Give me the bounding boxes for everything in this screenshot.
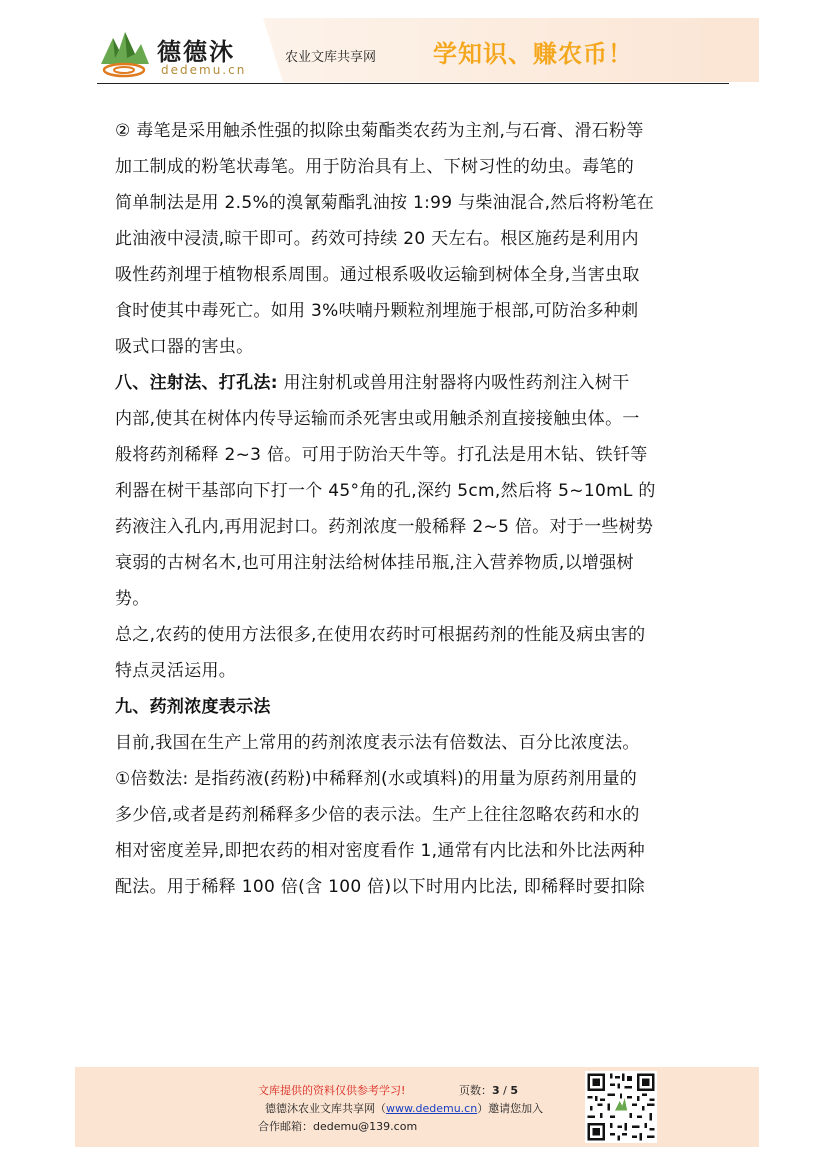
paragraph-line: 多少倍,或者是药剂稀释多少倍的表示法。生产上往往忽略农药和水的: [115, 805, 640, 825]
footer-site-suffix: ）邀请您加入: [477, 1102, 544, 1115]
page-total: 5: [510, 1084, 519, 1097]
page-separator: /: [499, 1084, 511, 1097]
footer-site-link[interactable]: www.dedemu.cn: [386, 1102, 478, 1115]
paragraph-line: 此油液中浸渍,晾干即可。药效可持续 20 天左右。根区施药是利用内: [115, 229, 639, 249]
email-address[interactable]: dedemu@139.com: [313, 1120, 418, 1133]
paragraph-line: 衰弱的古树名木,也可用注射法给树体挂吊瓶,注入营养物质,以增强树: [115, 553, 634, 573]
qr-code-icon: [585, 1071, 657, 1143]
page-counter-label: 页数：: [459, 1084, 492, 1097]
logo-name: 德德沐: [157, 37, 235, 66]
footer-email: [258, 1118, 417, 1134]
section-eight-line: [115, 365, 715, 401]
paragraph-line: 势。: [115, 589, 150, 609]
section-heading-concentration: 九、药剂浓度表示法: [115, 697, 271, 717]
footer-invite: [265, 1100, 543, 1116]
paragraph-line: 食时使其中毒死亡。如用 3%呋喃丹颗粒剂埋施于根部,可防治多种刺: [115, 301, 639, 321]
paragraph-line: 般将药剂稀释 2~3 倍。可用于防治天牛等。打孔法是用木钻、铁钎等: [115, 445, 648, 465]
section-heading-injection: 八、注射法、打孔法:: [115, 373, 278, 393]
paragraph-line: 相对密度差异,即把农药的相对密度看作 1,通常有内比法和外比法两种: [115, 841, 645, 861]
footer-site-prefix: 德德沐农业文库共享网（: [265, 1102, 386, 1115]
email-label: 合作邮箱：: [258, 1120, 313, 1133]
logo-domain: dedemu.cn: [161, 63, 247, 77]
site-name: 农业文库共享网: [285, 50, 377, 65]
header-divider: [97, 83, 729, 84]
paragraph-line: 内部,使其在树体内传导运输而杀死害虫或用触杀剂直接接触虫体。一: [115, 409, 640, 429]
paragraph-line: 药液注入孔内,再用泥封口。药剂浓度一般稀释 2~5 倍。对于一些树势: [115, 517, 654, 537]
paragraph-line: 吸性药剂埋于植物根系周围。通过根系吸收运输到树体全身,当害虫取: [115, 265, 640, 285]
paragraph-line: 特点灵活运用。: [115, 661, 237, 681]
paragraph-line: 利器在树干基部向下打一个 45°角的孔,深约 5cm,然后将 5~10mL 的: [115, 481, 656, 501]
paragraph-line: 目前,我国在生产上常用的药剂浓度表示法有倍数法、百分比浓度法。: [115, 733, 640, 753]
paragraph-line: ② 毒笔是采用触杀性强的拟除虫菊酯类农药为主剂,与石膏、滑石粉等: [115, 121, 644, 141]
page-counter: [459, 1082, 518, 1098]
paragraph-line: 配法。用于稀释 100 倍(含 100 倍)以下时用内比法, 即稀释时要扣除: [115, 877, 645, 897]
document-body: [115, 113, 715, 905]
page-header: [97, 18, 759, 82]
section-eight-text: 用注射机或兽用注射器将内吸性药剂注入树干: [277, 373, 630, 393]
footer-notice: 文库提供的资料仅供参考学习!: [258, 1084, 406, 1097]
page-current: 3: [492, 1084, 500, 1097]
paragraph-line: ①倍数法: 是指药液(药粉)中稀释剂(水或填料)的用量为原药剂用量的: [115, 769, 638, 789]
site-slogan: 学知识、赚农币！: [433, 39, 633, 68]
site-logo[interactable]: [97, 26, 267, 82]
paragraph-line: 吸式口器的害虫。: [115, 337, 254, 357]
paragraph-line: 简单制法是用 2.5%的溴氰菊酯乳油按 1:99 与柴油混合,然后将粉笔在: [115, 193, 655, 213]
mountain-leaf-logo-icon: [97, 28, 151, 80]
paragraph-line: 总之,农药的使用方法很多,在使用农药时可根据药剂的性能及病虫害的: [115, 625, 646, 645]
paragraph-line: 加工制成的粉笔状毒笔。用于防治具有上、下树习性的幼虫。毒笔的: [115, 157, 634, 177]
page-footer: [75, 1067, 759, 1147]
